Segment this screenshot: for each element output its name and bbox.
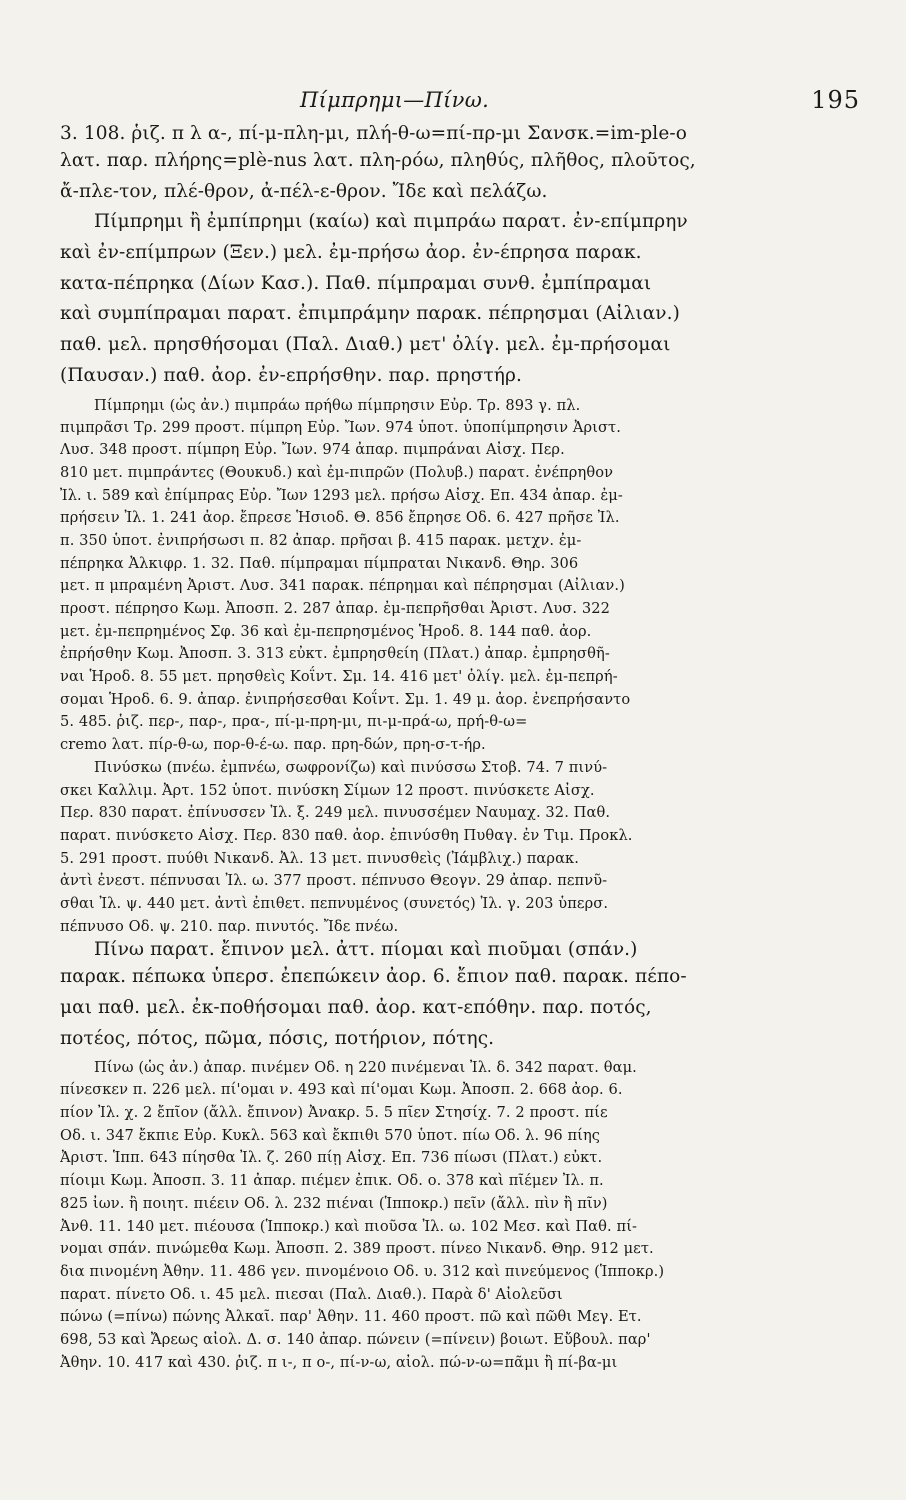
text-line: Πίμπρημι ἢ ἐμπίπρημι (καίω) καὶ πιμπράω παρατ. ἐν-επίμπρην [94, 211, 688, 233]
text-line: 5. 485. ῥιζ. περ-, παρ-, πρα-, πί-μ-πρη-μι, πι-μ-πρά-ω, πρή-θ-ω= [60, 713, 528, 731]
text-line: πίνεσκεν π. 226 μελ. πί'ομαι ν. 493 καὶ πί'ομαι Κωμ. Ἀποσπ. 2. 668 ἀορ. 6. [60, 1081, 623, 1099]
text-line: 5. 291 προστ. πυύθι Νικανδ. Ἀλ. 13 μετ. πινυσθεὶς (Ἰάμβλιχ.) παρακ. [60, 849, 579, 867]
text-line: πέπρηκα Ἀλκιφρ. 1. 32. Παθ. πίμπραμαι πίμπραται Νικανδ. Θηρ. 306 [60, 554, 579, 572]
text-line: κατα-πέπρηκα (Δίων Κασ.). Παθ. πίμπραμαι συνθ. ἐμπίπραμαι [60, 272, 652, 294]
text-line: σθαι Ἰλ. ψ. 440 μετ. ἀντὶ ἐπιθετ. πεπνυμένος (συνετός) Ἰλ. γ. 203 ὑπερσ. [60, 894, 609, 912]
text-line: Περ. 830 παρατ. ἐπίνυσσεν Ἰλ. ξ. 249 μελ. πινυσσέμεν Ναυμαχ. 32. Παθ. [60, 804, 611, 822]
text-line: ἀντὶ ἐνεστ. πέπνυσαι Ἰλ. ω. 377 προστ. πέπνυσο Θεογν. 29 ἀπαρ. πεπνῦ- [60, 872, 608, 890]
text-line: λατ. παρ. πλήρης=plè-nus λατ. πλη-ρόω, πληθύς, πλῆθος, πλοῦτος, [60, 150, 696, 171]
text-line: π. 350 ὑποτ. ἐνιπρήσωσι π. 82 ἀπαρ. πρῆσαι β. 415 παρακ. μετχν. ἐμ- [60, 531, 582, 549]
text-line: προστ. πέπρησο Κωμ. Ἀποσπ. 2. 287 ἀπαρ. ἐμ-πεπρῆσθαι Ἀριστ. Λυσ. 322 [60, 600, 610, 617]
text-line: πώνω (=πίνω) πώνης Ἀλκαῖ. παρ' Ἀθην. 11. 460 προστ. πῶ καὶ πῶθι Μεγ. Ετ. [60, 1308, 642, 1326]
text-line: ἄ-πλε-τον, πλέ-θρον, ἀ-πέλ-ε-θρον. Ἴδε καὶ πελάζω. [60, 180, 548, 202]
text-line: ἐπρήσθην Κωμ. Ἀποσπ. 3. 313 εὐκτ. ἐμπρησθείη (Πλατ.) ἀπαρ. ἐμπρησθῆ- [60, 645, 610, 663]
text-line: cremo λατ. πίρ-θ-ω, πορ-θ-έ-ω. παρ. πρη-δών, πρη-σ-τ-ήρ. [60, 736, 486, 754]
text-line: παθ. μελ. πρησθήσομαι (Παλ. Διαθ.) μετ' ὀλίγ. μελ. ἐμ-πρήσομαι [60, 334, 671, 356]
text-line: δια πινομένη Ἀθην. 11. 486 γεν. πινομένοιο Οδ. υ. 312 καὶ πινεύμενος (Ἱπποκρ.) [60, 1262, 665, 1280]
text-line: (Παυσαν.) παθ. ἀορ. ἐν-επρήσθην. παρ. πρηστήρ. [60, 364, 522, 386]
text-line: ναι Ἡροδ. 8. 55 μετ. πρησθεὶς Κοΐντ. Σμ. 14. 416 μετ' ὀλίγ. μελ. ἐμ-πεπρή- [60, 668, 618, 686]
text-line: παρατ. πινύσκετο Αἰσχ. Περ. 830 παθ. ἀορ. ἐπινύσθη Πυθαγ. ἐν Τιμ. Προκλ. [60, 826, 633, 844]
text-line: καὶ ἐν-επίμπρων (Ξεν.) μελ. ἐμ-πρήσω ἀορ. ἐν-έπρησα παρακ. [60, 242, 642, 264]
entry-text-block [60, 122, 860, 1374]
text-line: παρακ. πέπωκα ὑπερσ. ἐπεπώκειν ἀορ. 6. ἔπιον παθ. παρακ. πέπο- [60, 966, 687, 988]
text-line: μετ. ἐμ-πεπρημένος Σφ. 36 καὶ ἐμ-πεπρησμένος Ἡροδ. 8. 144 παθ. ἀορ. [60, 622, 592, 640]
text-line: σομαι Ἡροδ. 6. 9. ἀπαρ. ἐνιπρήσεσθαι Κοΐντ. Σμ. 1. 49 μ. ἀορ. ἐνεπρήσαντο [60, 690, 631, 708]
text-line: Ἀθην. 10. 417 καὶ 430. ῥιζ. π ι-, π ο-, πί-ν-ω, αἰολ. πώ-ν-ω=πᾶμι ἢ πί-βα-μι [60, 1353, 618, 1371]
text-line: Οδ. ι. 347 ἔκπιε Εὐρ. Κυκλ. 563 καὶ ἔκπιθι 570 ὑποτ. πίω Οδ. λ. 96 πίης [60, 1126, 601, 1144]
text-line: πίοιμι Κωμ. Ἀποσπ. 3. 11 ἀπαρ. πιέμεν ἐπικ. Οδ. ο. 378 καὶ πῖέμεν Ἰλ. π. [60, 1172, 604, 1190]
text-line: μαι παθ. μελ. ἐκ-ποθήσομαι παθ. ἀορ. κατ-επόθην. παρ. ποτός, [60, 997, 652, 1018]
text-line: Πίμπρημι (ὡς ἀν.) πιμπράω πρήθω πίμπρησιν Εὐρ. Τρ. 893 γ. πλ. [94, 396, 581, 414]
text-line: πιμπρᾶσι Τρ. 299 προστ. πίμπρη Εὐρ. Ἴων. 974 ὑποτ. ὑποπίμπρησιν Ἀριστ. [60, 418, 621, 436]
text-line: νομαι σπάν. πινώμεθα Κωμ. Ἀποσπ. 2. 389 προστ. πίνεο Νικανδ. Θηρ. 912 μετ. [60, 1240, 654, 1258]
text-line: 810 μετ. πιμπράντες (Θουκυδ.) καὶ ἐμ-πιπρῶν (Πολυβ.) παρατ. ἐνέπρηθον [60, 463, 614, 481]
text-line: 698, 53 καὶ Ἄρεως αἰολ. Δ. σ. 140 ἀπαρ. πώνειν (=πίνειν) βοιωτ. Εὔβουλ. παρ' [60, 1330, 651, 1348]
text-line: Πινύσκω (πνέω. ἐμπνέω, σωφρονίζω) καὶ πινύσσω Στοβ. 74. 7 πινύ- [94, 758, 608, 776]
text-line: Ἰλ. ι. 589 καὶ ἐπίμπρας Εὐρ. Ἴων 1293 μελ. πρήσω Αἰσχ. Επ. 434 ἀπαρ. ἐμ- [60, 486, 623, 504]
page-number: 195 [811, 86, 860, 114]
text-line: μετ. π μπραμένη Ἀριστ. Λυσ. 341 παρακ. πέπρημαι καὶ πέπρησμαι (Αἰλιαν.) [60, 577, 625, 595]
running-head: Πίμπρημι—Πίνω. [300, 88, 490, 112]
text-line: καὶ συμπίπραμαι παρατ. ἐπιμπράμην παρακ. πέπρησμαι (Αἰλιαν.) [60, 303, 680, 325]
text-line: πίον Ἰλ. χ. 2 ἔπῖον (ἄλλ. ἔπινον) Ἀνακρ. 5. 5 πῖεν Στησίχ. 7. 2 προστ. πίε [60, 1104, 608, 1122]
text-line: Ἀνθ. 11. 140 μετ. πιέουσα (Ἱπποκρ.) καὶ πιοῦσα Ἰλ. ω. 102 Μεσ. καὶ Παθ. πί- [60, 1217, 638, 1235]
text-line: 3. 108. ῥιζ. π λ α-, πί-μ-πλη-μι, πλή-θ-ω=πί-πρ-μι Σανσκ.=im-ple-o [60, 123, 687, 144]
text-line: πέπνυσο Οδ. ψ. 210. παρ. πινυτός. Ἴδε πνέω. [60, 917, 399, 935]
text-line: πρήσειν Ἰλ. 1. 241 ἀορ. ἔπρεσε Ἡσιοδ. Θ. 856 ἔπρησε Οδ. 6. 427 πρῆσε Ἰλ. [60, 509, 620, 527]
text-line: 825 ἰων. ἢ ποιητ. πιέειν Οδ. λ. 232 πιέναι (Ἱπποκρ.) πεῖν (ἄλλ. πὶν ἢ πῖν) [60, 1194, 608, 1212]
text-line: ποτέος, πότος, πῶμα, πόσις, ποτήριον, πότης. [60, 1027, 495, 1049]
text-line: σκει Καλλιμ. Ἀρτ. 152 ὑποτ. πινύσκη Σίμων 12 προστ. πινύσκετε Αἰσχ. [60, 781, 595, 799]
text-line: Ἀριστ. Ἱππ. 643 πίησθα Ἰλ. ζ. 260 πίῃ Αἰσχ. Επ. 736 πίωσι (Πλατ.) εὐκτ. [60, 1149, 603, 1167]
text-line: Πίνω (ὡς ἀν.) ἀπαρ. πινέμεν Οδ. η 220 πινέμεναι Ἰλ. δ. 342 παρατ. θαμ. [94, 1059, 637, 1077]
text-line: Πίνω παρατ. ἔπινον μελ. ἀττ. πίομαι καὶ πιοῦμαι (σπάν.) [94, 939, 638, 961]
text-line: παρατ. πίνετο Οδ. ι. 45 μελ. πιεσαι (Παλ. Διαθ.). Παρὰ δ' Αἰολεῦσι [60, 1285, 563, 1303]
text-line: Λυσ. 348 προστ. πίμπρη Εὐρ. Ἴων. 974 ἀπαρ. πιμπράναι Αἰσχ. Περ. [60, 441, 565, 459]
page-header [60, 86, 860, 120]
